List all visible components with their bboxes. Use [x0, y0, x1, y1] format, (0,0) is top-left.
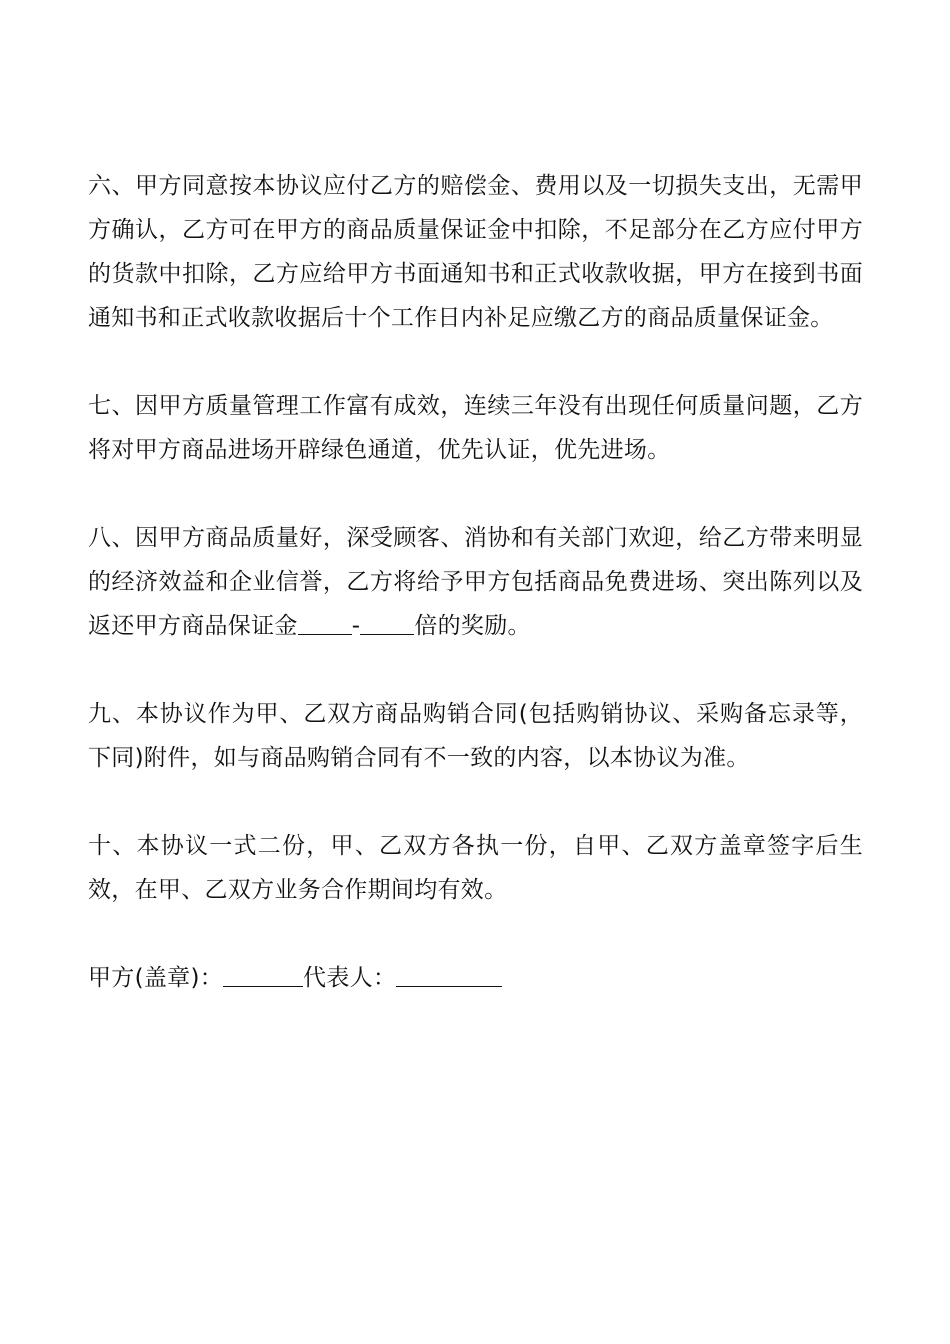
- reward-max-blank[interactable]: [360, 612, 414, 635]
- representative-blank[interactable]: [396, 964, 502, 987]
- clause-nine: 九、本协议作为甲、乙双方商品购销合同(包括购销协议、采购备忘录等，下同)附件，如与商品购销合同有不一致的内容，以本协议为准。: [88, 701, 863, 771]
- clause-eight: [88, 516, 863, 648]
- document-body: [88, 164, 863, 1000]
- clause-eight-suffix: 倍的奖励。: [414, 613, 531, 639]
- clause-ten: 十、本协议一式二份，甲、乙双方各执一份，自甲、乙双方盖章签字后生效，在甲、乙双方业务合作期间均有效。: [88, 833, 863, 903]
- representative-label: 代表人：: [303, 965, 397, 991]
- clause-seven: 七、因甲方质量管理工作富有成效，连续三年没有出现任何质量问题，乙方将对甲方商品进场开辟绿色通道，优先认证，优先进场。: [88, 393, 863, 463]
- reward-range-separator: -: [351, 613, 361, 639]
- clause-eight-text: 八、因甲方商品质量好，深受顾客、消协和有关部门欢迎，给乙方带来明显的经济效益和企业信誉，乙方将给予甲方包括商品免费进场、突出陈列以及返还甲方商品保证金: [88, 525, 863, 639]
- clause-six: 六、甲方同意按本协议应付乙方的赔偿金、费用以及一切损失支出，无需甲方确认，乙方可在甲方的商品质量保证金中扣除，不足部分在乙方应付甲方的货款中扣除，乙方应给甲方书面通知书和正式收款收据，甲方在接到书面通知书和正式收款收据后十个工作日内补足应缴乙方的商品质量保证金。: [88, 173, 863, 331]
- party-a-seal-label: 甲方(盖章)：: [88, 965, 224, 991]
- reward-min-blank[interactable]: [298, 612, 352, 635]
- signature-line: [88, 956, 863, 1000]
- party-a-seal-blank[interactable]: [223, 964, 303, 987]
